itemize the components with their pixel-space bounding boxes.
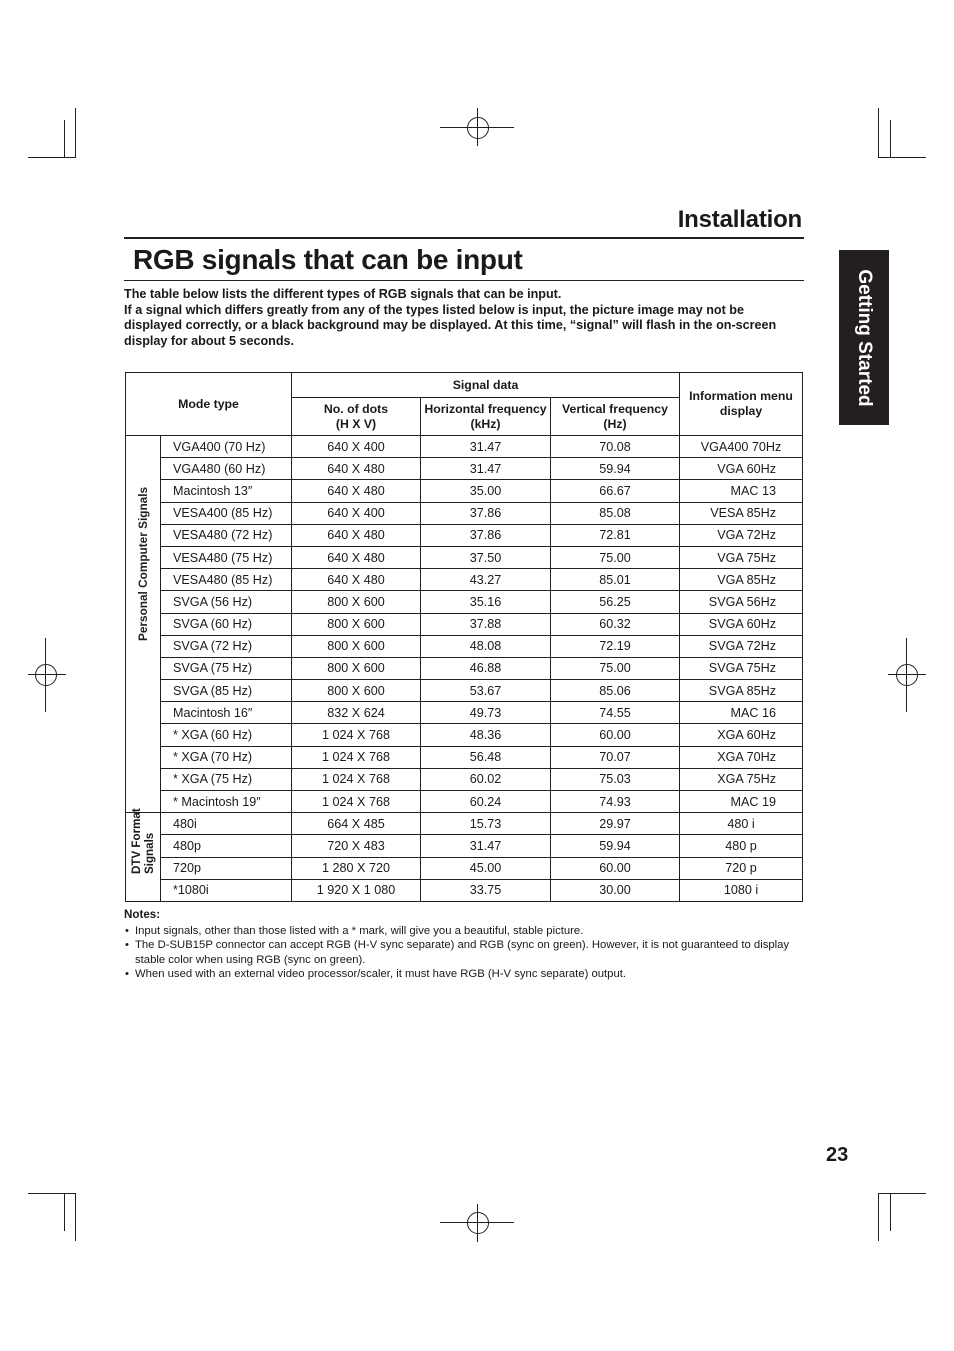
cell-info	[680, 768, 803, 790]
cell-dots: 664 X 485	[292, 813, 421, 835]
table-row	[126, 857, 803, 879]
cell-dots: 640 X 480	[292, 458, 421, 480]
header-dots	[292, 398, 421, 436]
cell-info	[680, 569, 803, 591]
cell-dots: 800 X 600	[292, 657, 421, 679]
group-dtv-label-1: DTV Format	[130, 808, 143, 875]
page-title: RGB signals that can be input	[133, 244, 523, 275]
cell-info	[680, 724, 803, 746]
cell-mode: SVGA (60 Hz)	[161, 613, 292, 635]
side-tab	[839, 250, 889, 425]
cell-info	[680, 680, 803, 702]
cell-vfreq: 29.97	[551, 813, 680, 835]
cell-dots: 1 024 X 768	[292, 768, 421, 790]
cell-mode: 720p	[161, 857, 292, 879]
cell-hfreq: 35.00	[421, 480, 551, 502]
cell-info	[680, 635, 803, 657]
cell-mode: Macintosh 16″	[161, 702, 292, 724]
table-row	[126, 768, 803, 790]
cell-vfreq: 72.81	[551, 524, 680, 546]
cell-info	[680, 857, 803, 879]
table-row	[126, 791, 803, 813]
cell-dots: 640 X 480	[292, 524, 421, 546]
cell-info	[680, 480, 803, 502]
cell-mode: VGA480 (60 Hz)	[161, 458, 292, 480]
table-row	[126, 635, 803, 657]
table-row	[126, 680, 803, 702]
cell-info	[680, 791, 803, 813]
cell-hfreq: 43.27	[421, 569, 551, 591]
cell-vfreq: 70.07	[551, 746, 680, 768]
notes-title: Notes:	[124, 908, 161, 921]
cell-hfreq: 37.88	[421, 613, 551, 635]
cell-info	[680, 746, 803, 768]
cell-info-text: 720 p	[725, 861, 757, 876]
cell-mode: VESA480 (85 Hz)	[161, 569, 292, 591]
table-row	[126, 724, 803, 746]
cell-vfreq: 56.25	[551, 591, 680, 613]
table-row	[126, 591, 803, 613]
group-pc-signals	[126, 436, 161, 813]
cell-info-text: XGA 70Hz	[717, 750, 776, 765]
cell-hfreq: 31.47	[421, 835, 551, 857]
cell-mode: * XGA (75 Hz)	[161, 768, 292, 790]
side-tab-label: Getting Started	[854, 268, 875, 407]
note-item: • The D-SUB15P connector can accept RGB (H-V sync separate) and RGB (sync on green). However, it is not guaranteed to display stable color when using RGB (sync on green).	[124, 938, 804, 966]
cell-info-text: VGA 72Hz	[717, 528, 776, 543]
title-rule	[124, 280, 804, 281]
header-hfreq-unit: (kHz)	[470, 416, 501, 431]
cell-hfreq: 45.00	[421, 857, 551, 879]
cell-hfreq: 31.47	[421, 458, 551, 480]
table-row	[126, 436, 803, 458]
cell-mode: Macintosh 13″	[161, 480, 292, 502]
table-row	[126, 524, 803, 546]
table-row	[126, 613, 803, 635]
cell-info-text: SVGA 60Hz	[708, 617, 776, 632]
cell-info	[680, 702, 803, 724]
cell-info	[680, 524, 803, 546]
cell-hfreq: 31.47	[421, 436, 551, 458]
section-title: Installation	[677, 206, 802, 233]
cell-mode: VESA480 (72 Hz)	[161, 524, 292, 546]
cell-info-text: VGA 75Hz	[717, 550, 776, 565]
cell-hfreq: 46.88	[421, 657, 551, 679]
table-row	[126, 458, 803, 480]
cell-mode: SVGA (75 Hz)	[161, 657, 292, 679]
cell-mode: SVGA (85 Hz)	[161, 680, 292, 702]
cell-mode: VGA400 (70 Hz)	[161, 436, 292, 458]
cell-mode: *1080i	[161, 879, 292, 901]
header-vfreq-label: Vertical frequency	[562, 401, 668, 416]
cell-mode: SVGA (72 Hz)	[161, 635, 292, 657]
cell-info	[680, 835, 803, 857]
cell-info-text: MAC 16	[730, 705, 776, 720]
cell-info-text: SVGA 85Hz	[708, 683, 776, 698]
cell-info-text: 1080 i	[723, 883, 759, 898]
cell-info-text: VGA400 70Hz	[700, 439, 782, 454]
table-row	[126, 746, 803, 768]
table-row	[126, 813, 803, 835]
cell-dots: 832 X 624	[292, 702, 421, 724]
note-item: • Input signals, other than those listed with a * mark, will give you a beautiful, stable picture.	[124, 924, 804, 938]
cell-dots: 1 024 X 768	[292, 724, 421, 746]
cell-vfreq: 60.32	[551, 613, 680, 635]
cell-mode: * XGA (60 Hz)	[161, 724, 292, 746]
cell-dots: 800 X 600	[292, 613, 421, 635]
cell-hfreq: 48.08	[421, 635, 551, 657]
cell-dots: 1 024 X 768	[292, 791, 421, 813]
cell-vfreq: 59.94	[551, 835, 680, 857]
cell-info	[680, 613, 803, 635]
cell-vfreq: 59.94	[551, 458, 680, 480]
cell-dots: 1 024 X 768	[292, 746, 421, 768]
table-row	[126, 657, 803, 679]
cell-dots: 800 X 600	[292, 591, 421, 613]
cell-info-text: XGA 60Hz	[717, 728, 776, 743]
cell-vfreq: 66.67	[551, 480, 680, 502]
rgb-signals-table	[125, 372, 803, 902]
cell-mode: VESA480 (75 Hz)	[161, 546, 292, 568]
intro-line-2: If a signal which differs greatly from any of the types listed below is input, the picture image may not be displayed correctly, or a black background may be displayed. At this time, “signal” will flash in the on-screen display for about 5 seconds.	[124, 302, 777, 348]
cell-info-text: SVGA 75Hz	[708, 661, 776, 676]
cell-info-text: XGA 75Hz	[717, 772, 776, 787]
cell-hfreq: 60.02	[421, 768, 551, 790]
cell-vfreq: 85.01	[551, 569, 680, 591]
header-hfreq-label: Horizontal frequency	[424, 401, 547, 416]
cell-mode: * Macintosh 19″	[161, 791, 292, 813]
cell-info-text: SVGA 72Hz	[708, 639, 776, 654]
cell-info-text: 480 p	[725, 838, 757, 853]
header-dots-unit: (H X V)	[335, 416, 377, 431]
cell-hfreq: 37.50	[421, 546, 551, 568]
header-vfreq	[551, 398, 680, 436]
cell-info-text: SVGA 56Hz	[708, 594, 776, 609]
cell-info-text: MAC 19	[730, 794, 776, 809]
cell-hfreq: 48.36	[421, 724, 551, 746]
cell-info	[680, 546, 803, 568]
cell-dots: 800 X 600	[292, 680, 421, 702]
cell-vfreq: 75.03	[551, 768, 680, 790]
cell-hfreq: 49.73	[421, 702, 551, 724]
cell-vfreq: 75.00	[551, 546, 680, 568]
group-pc-signals-label: Personal Computer Signals	[136, 487, 150, 642]
cell-hfreq: 15.73	[421, 813, 551, 835]
cell-mode: 480p	[161, 835, 292, 857]
cell-vfreq: 85.06	[551, 680, 680, 702]
cell-hfreq: 53.67	[421, 680, 551, 702]
header-dots-label: No. of dots	[323, 401, 389, 416]
table-row	[126, 569, 803, 591]
cell-dots: 640 X 480	[292, 569, 421, 591]
header-rule	[124, 237, 804, 239]
cell-vfreq: 74.55	[551, 702, 680, 724]
cell-info	[680, 591, 803, 613]
cell-vfreq: 60.00	[551, 724, 680, 746]
cell-dots: 640 X 480	[292, 546, 421, 568]
table-row	[126, 879, 803, 901]
table-row	[126, 502, 803, 524]
table-row	[126, 480, 803, 502]
table-row	[126, 546, 803, 568]
cell-mode: SVGA (56 Hz)	[161, 591, 292, 613]
cell-hfreq: 33.75	[421, 879, 551, 901]
cell-dots: 1 920 X 1 080	[292, 879, 421, 901]
cell-info	[680, 458, 803, 480]
cell-info	[680, 436, 803, 458]
intro-line-1: The table below lists the different types of RGB signals that can be input.	[124, 287, 562, 301]
cell-info-text: VGA 85Hz	[717, 572, 776, 587]
group-dtv-label-2: Signals	[143, 832, 156, 875]
cell-hfreq: 35.16	[421, 591, 551, 613]
cell-dots: 800 X 600	[292, 635, 421, 657]
cell-vfreq: 72.19	[551, 635, 680, 657]
note-item: • When used with an external video processor/scaler, it must have RGB (H-V sync separate) output.	[124, 967, 804, 981]
cell-dots: 720 X 483	[292, 835, 421, 857]
cell-info	[680, 657, 803, 679]
intro-text	[124, 287, 804, 349]
header-info-display	[680, 373, 803, 436]
header-hfreq	[421, 398, 551, 436]
notes-list	[124, 924, 804, 981]
cell-mode: VESA400 (85 Hz)	[161, 502, 292, 524]
header-signal-data: Signal data	[292, 373, 680, 398]
cell-info-text: 480 i	[727, 816, 755, 831]
table-row	[126, 835, 803, 857]
cell-mode: * XGA (70 Hz)	[161, 746, 292, 768]
cell-dots: 1 280 X 720	[292, 857, 421, 879]
cell-mode: 480i	[161, 813, 292, 835]
cell-hfreq: 37.86	[421, 502, 551, 524]
cell-info-text: VGA 60Hz	[717, 461, 776, 476]
cell-vfreq: 85.08	[551, 502, 680, 524]
cell-vfreq: 60.00	[551, 857, 680, 879]
header-mode-type: Mode type	[126, 373, 292, 436]
cell-info	[680, 813, 803, 835]
cell-vfreq: 75.00	[551, 657, 680, 679]
cell-dots: 640 X 400	[292, 436, 421, 458]
notes	[124, 908, 804, 981]
cell-vfreq: 30.00	[551, 879, 680, 901]
cell-info	[680, 879, 803, 901]
cell-dots: 640 X 480	[292, 480, 421, 502]
cell-hfreq: 37.86	[421, 524, 551, 546]
header-vfreq-unit: (Hz)	[603, 416, 627, 431]
cell-info	[680, 502, 803, 524]
cell-info-text: MAC 13	[730, 483, 776, 498]
cell-vfreq: 74.93	[551, 791, 680, 813]
group-dtv-signals	[126, 808, 161, 902]
header-info-display-label: Information menu display	[689, 389, 793, 418]
cell-hfreq: 56.48	[421, 746, 551, 768]
cell-info-text: VESA 85Hz	[710, 506, 776, 521]
cell-hfreq: 60.24	[421, 791, 551, 813]
cell-vfreq: 70.08	[551, 436, 680, 458]
cell-dots: 640 X 400	[292, 502, 421, 524]
page-number: 23	[826, 1144, 849, 1166]
table-row	[126, 702, 803, 724]
